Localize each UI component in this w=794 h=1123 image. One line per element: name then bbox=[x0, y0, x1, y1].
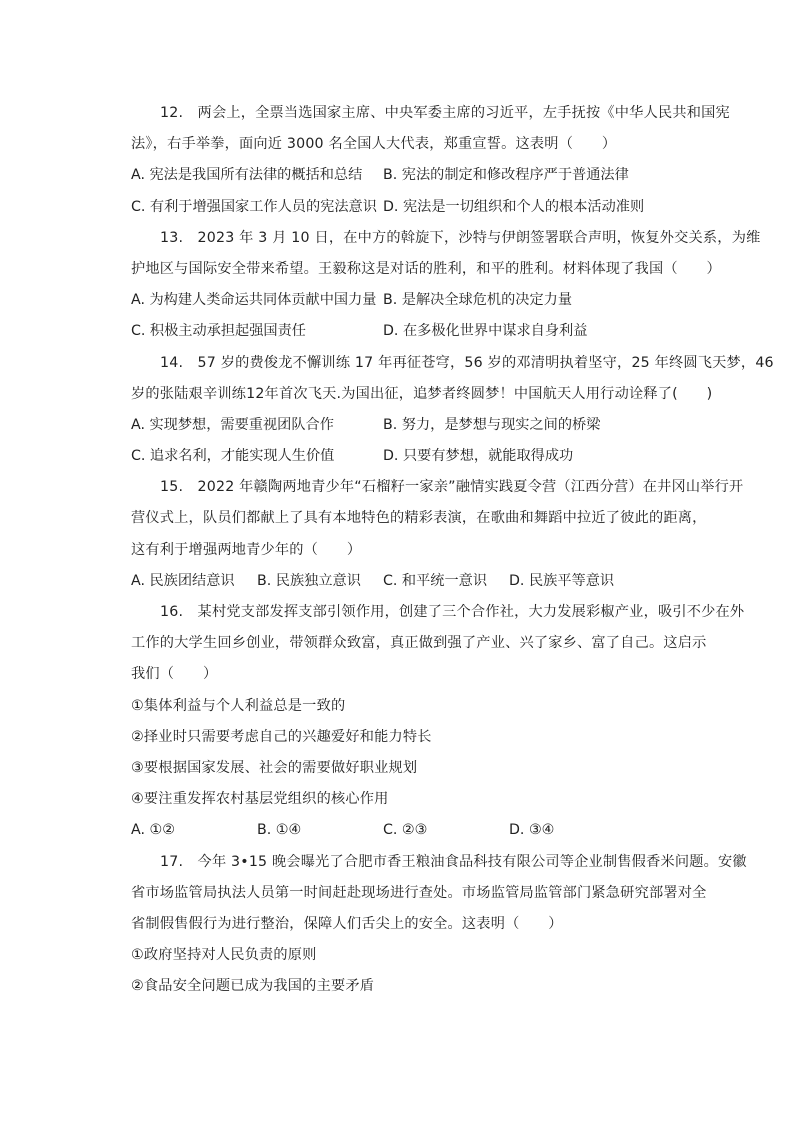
option-a: A. 为构建人类命运共同体贡献中国力量 bbox=[131, 292, 377, 309]
question-stem-line: 我们（ ） bbox=[131, 666, 218, 683]
option-row bbox=[131, 285, 701, 316]
option-c: C. 有利于增强国家工作人员的宪法意识 bbox=[131, 198, 377, 215]
option-b: B. 民族独立意识 bbox=[257, 572, 361, 589]
option-c: C. 和平统一意识 bbox=[383, 572, 488, 589]
question-stem-line: 13. 2023 年 3 月 10 日，在中方的斡旋下，沙特与伊朗签署联合声明，恢复外交关系，为维 bbox=[160, 229, 761, 246]
option-d: D. 只要有梦想，就能取得成功 bbox=[383, 448, 574, 465]
question-stem-line: 15. 2022 年赣陶两地青少年“石榴籽一家亲”融情实践夏令营（江西分营）在井冈山举行开 bbox=[160, 479, 744, 496]
option-d: D. 在多极化世界中谋求自身利益 bbox=[383, 323, 588, 340]
option-row bbox=[131, 815, 701, 846]
option-d: D. 宪法是一切组织和个人的根本活动准则 bbox=[383, 198, 645, 215]
option-c: C. ②③ bbox=[383, 822, 428, 839]
question-13 bbox=[131, 223, 761, 348]
question-14 bbox=[131, 348, 774, 473]
question-17 bbox=[131, 847, 747, 1003]
question-stem-line: 营仪式上，队员们都献上了具有本地特色的精彩表演，在歌曲和舞蹈中拉近了彼此的距离， bbox=[131, 510, 707, 527]
statement-item: ①政府坚持对人民负责的原则 bbox=[131, 947, 317, 964]
question-stem-line: 这有利于增强两地青少年的（ ） bbox=[131, 541, 362, 558]
question-stem-line: 岁的张陆艰辛训练12年首次飞天.为国出征，追梦者终圆梦！中国航天人用行动诠释了( ) bbox=[131, 385, 713, 402]
question-stem-line: 16. 某村党支部发挥支部引领作用，创建了三个合作社，大力发展彩椒产业，吸引不少在外 bbox=[160, 604, 745, 620]
option-a: A. 民族团结意识 bbox=[131, 572, 235, 589]
statement-item: ④要注重发挥农村基层党组织的核心作用 bbox=[131, 791, 389, 808]
option-c: C. 追求名利，才能实现人生价值 bbox=[131, 448, 335, 465]
option-c: C. 积极主动承担起强国责任 bbox=[131, 323, 306, 340]
option-row bbox=[131, 441, 701, 472]
option-d: D. 民族平等意识 bbox=[509, 572, 615, 589]
question-12 bbox=[131, 98, 730, 223]
question-16 bbox=[131, 597, 745, 847]
option-b: B. 宪法的制定和修改程序严于普通法律 bbox=[383, 167, 629, 184]
question-stem-line: 14. 57 岁的费俊龙不懈训练 17 年再征苍穹，56 岁的邓清明执着坚守，25 年终圆飞天梦，46 bbox=[160, 354, 774, 371]
option-row bbox=[131, 192, 701, 223]
option-a: A. 宪法是我国所有法律的概括和总结 bbox=[131, 167, 363, 184]
option-row bbox=[131, 160, 701, 191]
statement-item: ③要根据国家发展、社会的需要做好职业规划 bbox=[131, 759, 418, 776]
option-a: A. ①② bbox=[131, 822, 175, 839]
option-b: B. 是解决全球危机的决定力量 bbox=[383, 292, 573, 309]
option-a: A. 实现梦想，需要重视团队合作 bbox=[131, 416, 334, 433]
option-b: B. 努力，是梦想与现实之间的桥梁 bbox=[383, 416, 601, 433]
question-stem-line: 省市场监管局执法人员第一时间赶赴现场进行查处。市场监管局监管部门紧急研究部署对全 bbox=[131, 884, 707, 901]
statement-item: ①集体利益与个人利益总是一致的 bbox=[131, 697, 346, 714]
question-stem-line: 17. 今年 3•15 晚会曝光了合肥市香王粮油食品科技有限公司等企业制售假香米问题。安徽 bbox=[160, 853, 747, 870]
question-stem-line: 护地区与国际安全带来希望。王毅称这是对话的胜利，和平的胜利。材料体现了我国（ ） bbox=[131, 260, 721, 277]
option-b: B. ①④ bbox=[257, 822, 302, 839]
statement-item: ②择业时只需要考虑自己的兴趣爱好和能力特长 bbox=[131, 728, 432, 745]
option-row bbox=[131, 566, 701, 597]
statement-item: ②食品安全问题已成为我国的主要矛盾 bbox=[131, 978, 375, 995]
question-stem-line: 工作的大学生回乡创业，带领群众致富，真正做到强了产业、兴了家乡、富了自己。这启示 bbox=[131, 635, 707, 652]
question-stem-line: 12. 两会上，全票当选国家主席、中央军委主席的习近平，左手抚按《中华人民共和国宪 bbox=[160, 105, 730, 121]
option-d: D. ③④ bbox=[509, 822, 555, 839]
question-list bbox=[131, 98, 774, 1002]
option-row bbox=[131, 316, 701, 347]
option-row bbox=[131, 410, 701, 441]
question-stem-line: 法》，右手举拳，面向近 3000 名全国人大代表，郑重宣誓。这表明（ ） bbox=[131, 136, 617, 153]
question-15 bbox=[131, 472, 744, 597]
question-stem-line: 省制假售假行为进行整治，保障人们舌尖上的安全。这表明（ ） bbox=[131, 915, 563, 932]
